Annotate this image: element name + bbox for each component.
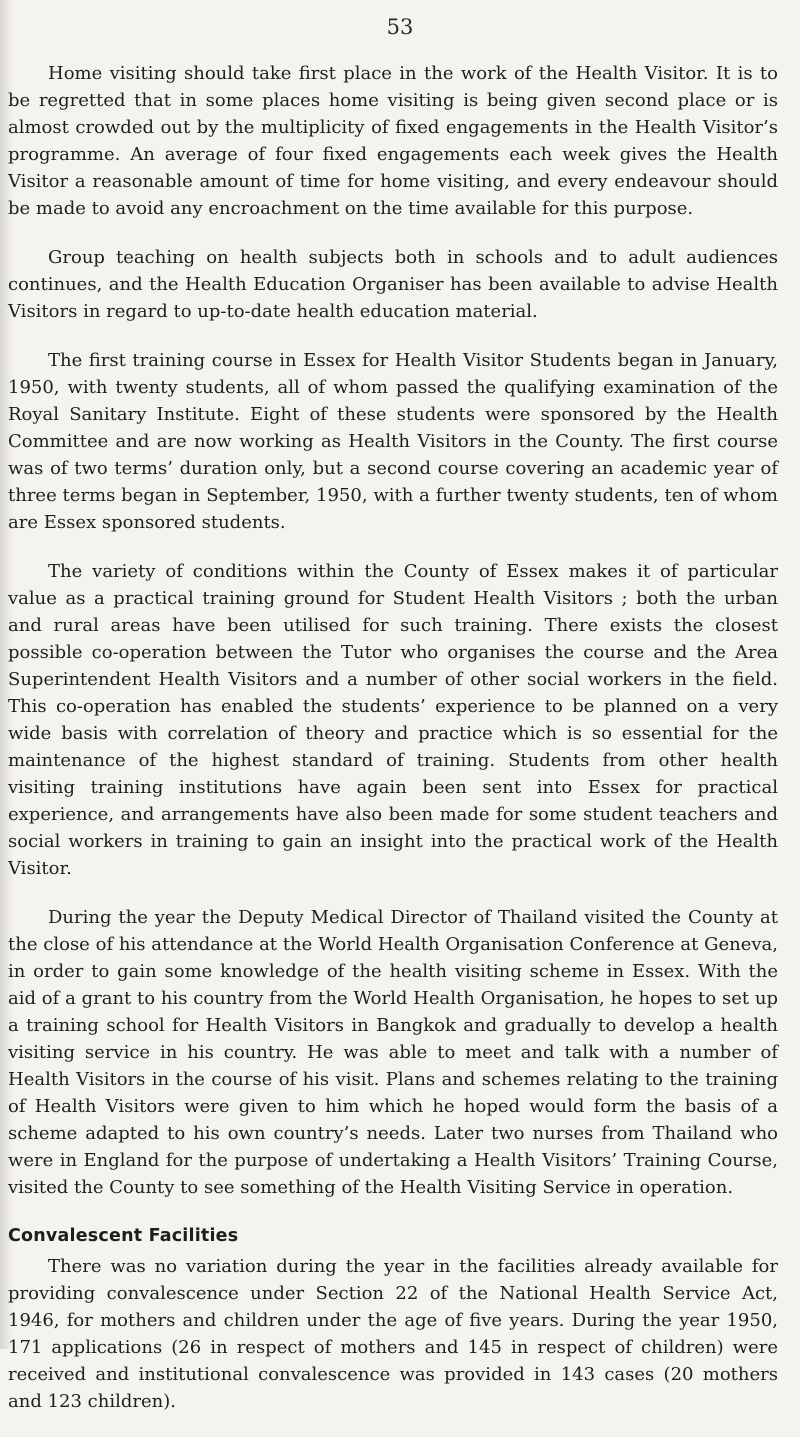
paragraph-training-course: The first training course in Essex for Health Visitor Students began in January, 1950, with twenty students, all of whom passed the qualifying examination of the Royal Sanitary Institute. Eight of these students were sponsored by the Health Committee and are now working as Health Visitors in the County. The first course was of two terms’ duration only, but a second course covering an academic year of three terms began in September, 1950, with a further twenty students, ten of whom are Essex sponsored students.: [8, 350, 778, 533]
paragraph-practical-training: The variety of conditions within the County of Essex makes it of particular value as a practical training ground for Student Health Visitors ; both the urban and rural areas have been utilised for such training. There exists the closest possible co-operation between the Tutor who organises the course and the Area Superintendent Health Visitors and a number of other social workers in the field. This co-operation has enabled the students’ experience to be planned on a very wide basis with correlation of theory and practice which is so essential for the maintenance of the highest standard of training. Students from other health visiting training institutions have again been sent into Essex for practical experience, and arrangements have also been made for some student teachers and social workers in training to gain an insight into the practical work of the Health Visitor.: [8, 561, 778, 879]
paragraph-thailand-visit: During the year the Deputy Medical Director of Thailand visited the County at the close of his attendance at the World Health Organisation Conference at Geneva, in order to gain some knowledge of the health visiting scheme in Essex. With the aid of a grant to his country from the World Health Organisation, he hopes to set up a training school for Health Visitors in Bangkok and gradually to develop a health visiting service in his country. He was able to meet and talk with a number of Health Visitors in the course of his visit. Plans and schemes relating to the training of Health Visitors were given to him which he hoped would form the basis of a scheme adapted to his own country’s needs. Later two nurses from Thailand who were in England for the purpose of undertaking a Health Visitors’ Training Course, visited the County to see something of the Health Visiting Service in operation.: [8, 907, 778, 1198]
paragraph-home-visiting: Home visiting should take first place in the work of the Health Visitor. It is to be regretted that in some places home visiting is being given second place or is almost crowded out by the multiplicity of fixed engagements in the Health Visitor’s programme. An average of four fixed engagements each week gives the Health Visitor a reasonable amount of time for home visiting, and every endeavour should be made to avoid any encroachment on the time available for this purpose.: [8, 63, 778, 219]
section-heading: Convalescent Facilities: [8, 1226, 239, 1246]
paragraph-convalescent-facilities: There was no variation during the year in the facilities already available for providing convalescence under Section 22 of the National Health Service Act, 1946, for mothers and children under the age of five years. During the year 1950, 171 applications (26 in respect of mothers and 145 in respect of children) were received and institutional convalescence was provided in 143 cases (20 mothers and 123 children).: [8, 1256, 778, 1412]
paragraph-group-teaching: Group teaching on health subjects both in schools and to adult audiences continues, and the Health Education Organiser has been available to advise Health Visitors in regard to up-to-date health education material.: [8, 247, 778, 322]
page-body: [8, 60, 778, 1437]
page-number: 53: [386, 15, 414, 39]
